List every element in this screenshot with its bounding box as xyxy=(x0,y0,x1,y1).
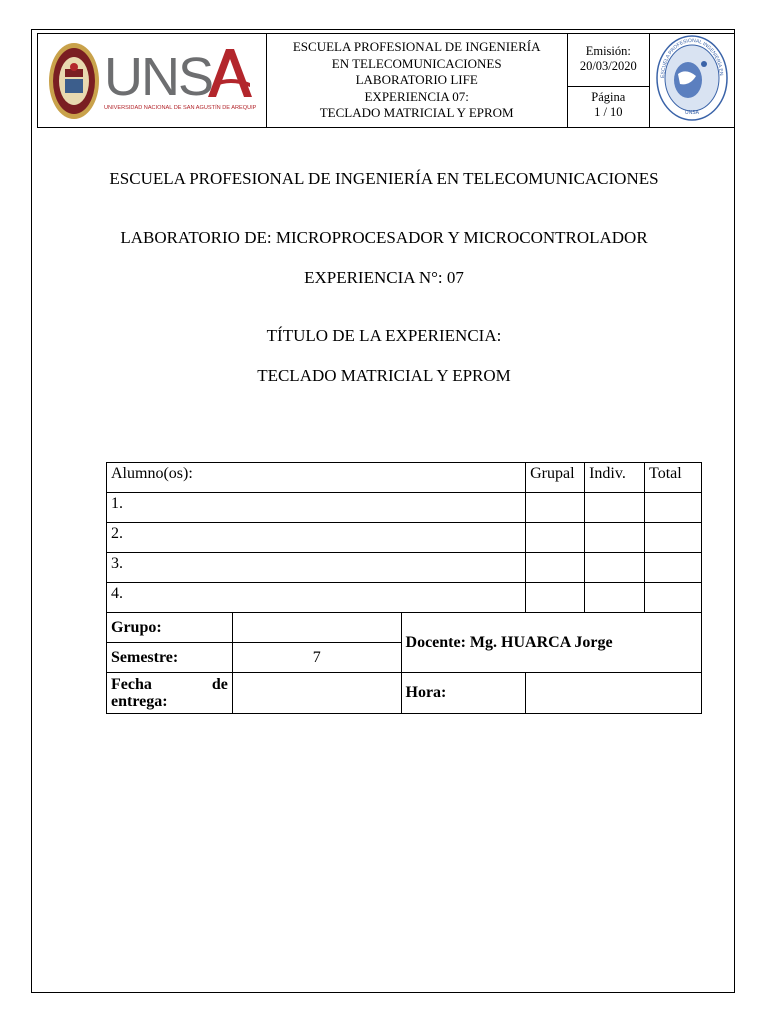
experience-number: EXPERIENCIA N°: 07 xyxy=(304,268,464,287)
emision-block xyxy=(568,41,650,87)
grupal-cell[interactable] xyxy=(526,493,585,523)
indiv-cell[interactable] xyxy=(585,493,645,523)
emision-date: 20/03/2020 xyxy=(579,59,637,73)
fecha-label-top xyxy=(111,676,228,693)
seal-arc-text: ESCUELA PROFESIONAL INGENIERÍA EN xyxy=(660,37,725,79)
unsa-text-uns: UNS xyxy=(104,47,213,107)
lab-title: LABORATORIO DE: MICROPROCESADOR Y MICROCONTROLADOR xyxy=(120,228,648,247)
school-seal-icon xyxy=(654,34,730,122)
semestre-value[interactable]: 7 xyxy=(232,643,401,673)
unsa-a-shape xyxy=(208,49,252,97)
table-row xyxy=(107,493,702,523)
fecha-hora-table xyxy=(106,672,702,714)
indiv-cell[interactable] xyxy=(585,583,645,613)
hora-value[interactable] xyxy=(526,673,702,714)
student-row-3-label: 3. xyxy=(107,553,526,583)
header-alumnos: Alumno(os): xyxy=(107,463,526,493)
logo-cell xyxy=(38,34,267,128)
indiv-cell[interactable] xyxy=(585,523,645,553)
table-row xyxy=(107,523,702,553)
header-title-line-1: ESCUELA PROFESIONAL DE INGENIERÍA xyxy=(292,39,541,55)
school-title: ESCUELA PROFESIONAL DE INGENIERÍA EN TELECOMUNICACIONES xyxy=(109,169,659,188)
header-grupal: Grupal xyxy=(526,463,585,493)
table-row xyxy=(107,583,702,613)
student-row-2-label: 2. xyxy=(107,523,526,553)
experience-title-label: TÍTULO DE LA EXPERIENCIA: xyxy=(266,326,502,345)
seal-bottom-text: UNSA xyxy=(685,110,699,116)
fecha-word: Fecha xyxy=(111,676,152,693)
university-crest-icon xyxy=(48,41,100,121)
grupo-value[interactable] xyxy=(232,613,401,643)
header-title-line-5: TECLADO MATRICIAL Y EPROM xyxy=(319,105,514,121)
unsa-wordmark xyxy=(104,43,256,118)
grupal-cell[interactable] xyxy=(526,553,585,583)
grade-table xyxy=(106,462,702,613)
seal-cell xyxy=(650,34,735,128)
fecha-value[interactable] xyxy=(232,673,401,714)
header-total: Total xyxy=(645,463,702,493)
document-header xyxy=(37,33,735,128)
total-cell[interactable] xyxy=(645,523,702,553)
header-meta-cell xyxy=(567,34,650,128)
grade-header-row xyxy=(107,463,702,493)
docente-cell: Docente: Mg. HUARCA Jorge xyxy=(401,613,701,673)
student-row-4-label: 4. xyxy=(107,583,526,613)
total-cell[interactable] xyxy=(645,493,702,523)
header-title-line-2: EN TELECOMUNICACIONES xyxy=(331,55,502,71)
pagina-block xyxy=(568,87,650,120)
header-title-line-4: EXPERIENCIA 07: xyxy=(364,88,469,104)
info-table xyxy=(106,612,702,673)
experience-title-value: TECLADO MATRICIAL Y EPROM xyxy=(257,366,511,385)
emision-label: Emisión: xyxy=(585,44,631,58)
header-title-line-3: LABORATORIO LIFE xyxy=(355,72,478,88)
total-cell[interactable] xyxy=(645,553,702,583)
semestre-label: Semestre: xyxy=(107,643,233,673)
total-cell[interactable] xyxy=(645,583,702,613)
fecha-label-cell xyxy=(107,673,233,714)
unsa-logo xyxy=(38,41,266,121)
hora-label: Hora: xyxy=(401,673,526,714)
grupo-label: Grupo: xyxy=(107,613,233,643)
indiv-cell[interactable] xyxy=(585,553,645,583)
pagina-value: 1 / 10 xyxy=(594,105,623,119)
pagina-label: Página xyxy=(591,90,626,104)
unsa-subtitle: UNIVERSIDAD NACIONAL DE SAN AGUSTÍN DE AREQUIPA xyxy=(104,105,256,111)
student-row-1-label: 1. xyxy=(107,493,526,523)
grupal-cell[interactable] xyxy=(526,523,585,553)
entrega-word: entrega: xyxy=(111,693,168,710)
grupal-cell[interactable] xyxy=(526,583,585,613)
header-title-cell xyxy=(266,34,567,128)
table-row xyxy=(107,553,702,583)
unsa-wordmark-svg xyxy=(104,43,256,113)
header-indiv: Indiv. xyxy=(585,463,645,493)
de-word: de xyxy=(211,676,228,693)
